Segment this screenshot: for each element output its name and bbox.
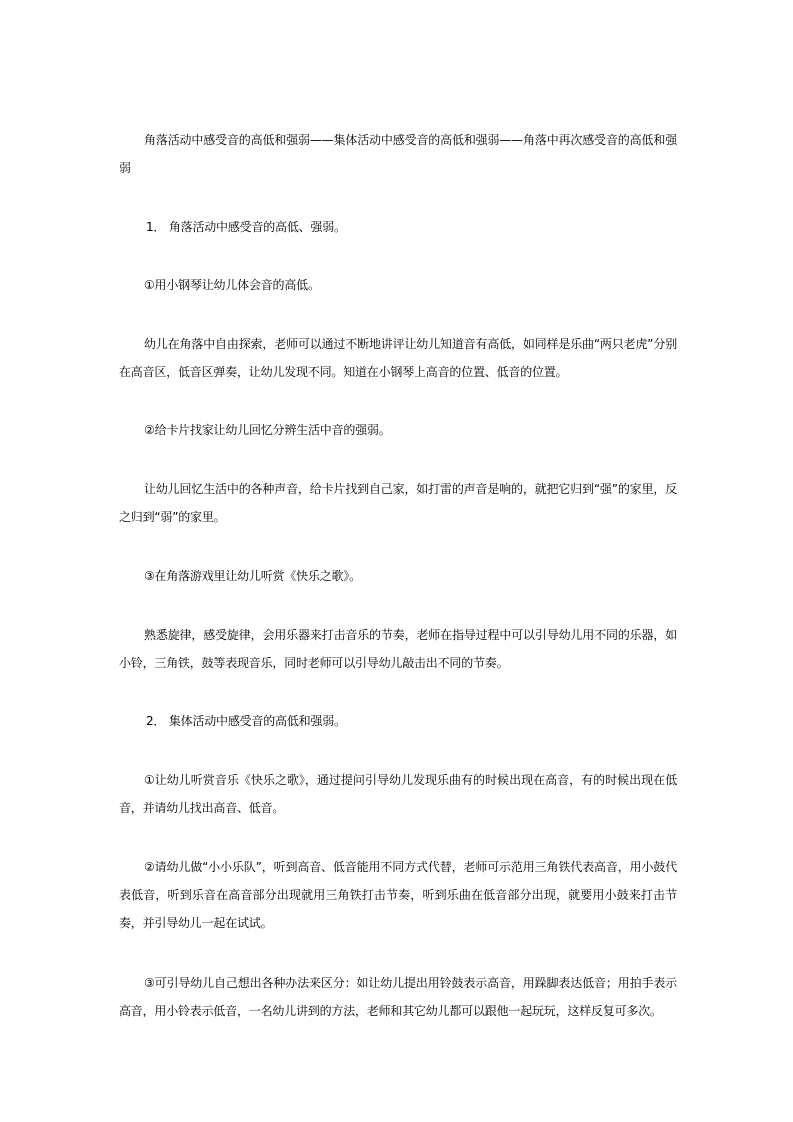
- item-1-heading: ①用小钢琴让幼儿体会音的高低。: [144, 278, 320, 292]
- section-2-heading: 2． 集体活动中感受音的高低和强弱。: [146, 714, 346, 728]
- item-2-body: 让幼儿回忆生活中的各种声音，给卡片找到自己家，如打雷的声音是响的，就把它归到“强”的家里，反之归到“弱”的家里。: [119, 482, 677, 524]
- section-2-item-2: ②请幼儿做“小小乐队”，听到高音、低音能用不同方式代替，老师可示范用三角铁代表高音，用小鼓代表低音，听到乐音在高音部分出现就用三角铁打击节奏，听到乐曲在低音部分出现，就要用小鼓来打击节奏，并引导幼儿一起在试试。: [119, 860, 677, 930]
- section-2-item-1: ①让幼儿听赏音乐《快乐之歌》，通过提问引导幼儿发现乐曲有的时候出现在高音，有的时候出现在低音，并请幼儿找出高音、低音。: [119, 773, 677, 815]
- item-1-body: 幼儿在角落中自由探索，老师可以通过不断地讲评让幼儿知道音有高低，如同样是乐曲“两只老虎”分别在高音区，低音区弹奏，让幼儿发现不同。知道在小钢琴上高音的位置、低音的位置。: [119, 337, 677, 379]
- section-2-item-3: ③可引导幼儿自己想出各种办法来区分：如让幼儿提出用铃鼓表示高音，用跺脚表达低音；用拍手表示高音，用小铃表示低音，一名幼儿讲到的方法，老师和其它幼儿都可以跟他一起玩玩，这样反复可多次。: [119, 976, 677, 1018]
- item-3-heading: ③在角落游戏里让幼儿听赏《快乐之歌》。: [144, 569, 361, 583]
- section-1-heading: 1． 角落活动中感受音的高低、强弱。: [146, 220, 346, 234]
- intro-flow-paragraph: 角落活动中感受音的高低和强弱——集体活动中感受音的高低和强弱——角落中再次感受音的高低和强弱: [119, 133, 677, 175]
- item-3-body: 熟悉旋律，感受旋律，会用乐器来打击音乐的节奏，老师在指导过程中可以引导幼儿用不同的乐器，如小铃，三角铁，鼓等表现音乐，同时老师可以引导幼儿敲击出不同的节奏。: [119, 628, 677, 670]
- item-2-heading: ②给卡片找家让幼儿回忆分辨生活中音的强弱。: [144, 423, 391, 437]
